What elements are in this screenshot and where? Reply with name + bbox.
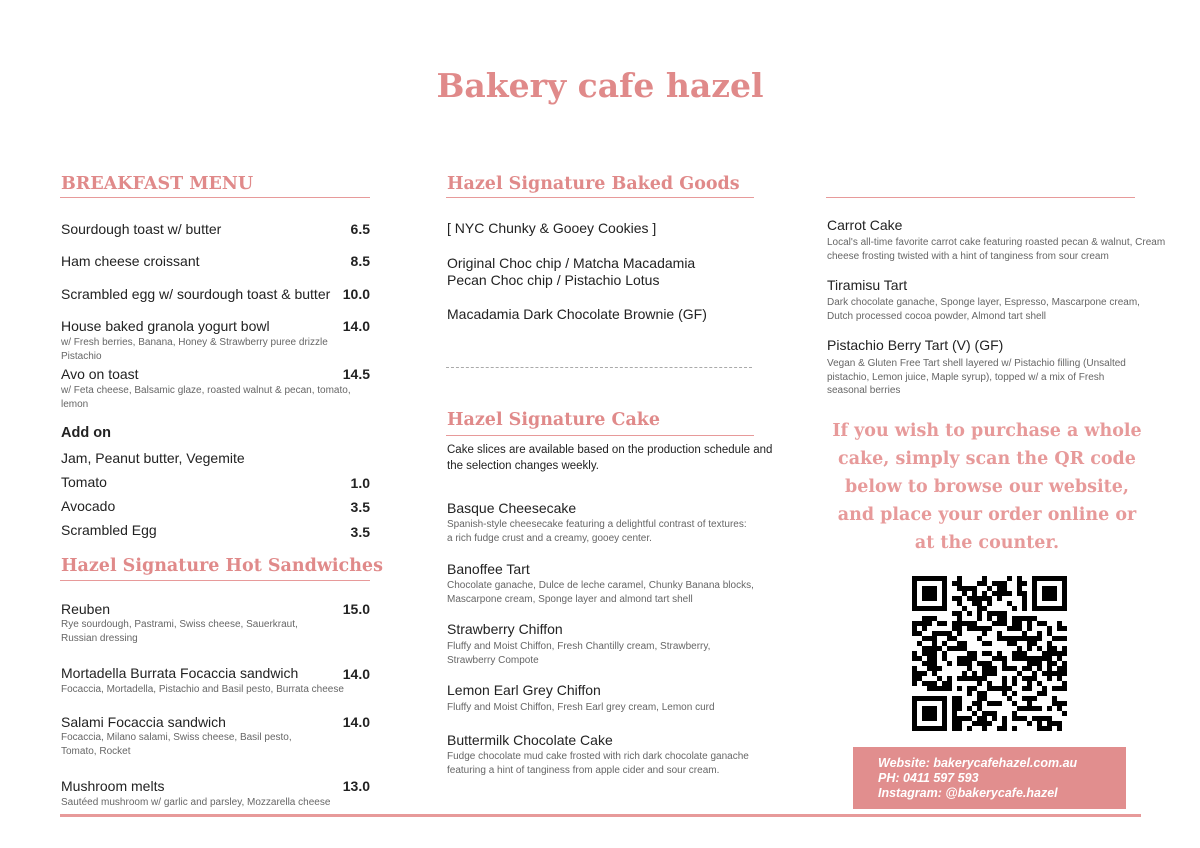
baked-rule bbox=[446, 197, 754, 198]
cake-item-desc: Fluffy and Moist Chiffon, Fresh Earl grey cream, Lemon curd bbox=[447, 702, 715, 713]
menu-item-name: Scrambled egg w/ sourdough toast & butter bbox=[61, 286, 331, 302]
addon-item-price: 3.5 bbox=[350, 499, 370, 515]
cake-item-name: Banoffee Tart bbox=[447, 561, 530, 577]
cake-item-name: Buttermilk Chocolate Cake bbox=[447, 732, 613, 748]
addon-item-name: Avocado bbox=[61, 498, 116, 514]
menu-item-desc: w/ Feta cheese, Balsamic glaze, roasted walnut & pecan, tomato, lemon bbox=[61, 385, 351, 410]
addon-heading: Add on bbox=[61, 425, 111, 441]
menu-item-name: Mortadella Burrata Focaccia sandwich bbox=[61, 665, 299, 681]
menu-item-name: Reuben bbox=[61, 601, 111, 617]
addon-item-name: Scrambled Egg bbox=[61, 522, 157, 538]
menu-item-desc: w/ Fresh berries, Banana, Honey & Strawberry puree drizzle Pistachio bbox=[61, 337, 328, 362]
cake-item-desc: Fudge chocolate mud cake frosted with rich dark chocolate ganache featuring a hint of tanginess from apple cider and sour cream. bbox=[447, 751, 749, 776]
menu-item-price: 14.0 bbox=[342, 714, 370, 730]
cake-heading: Hazel Signature Cake bbox=[447, 410, 661, 430]
menu-item-price: 13.0 bbox=[342, 778, 370, 794]
qr-code-graphic bbox=[912, 576, 1067, 731]
menu-item-price: 10.0 bbox=[342, 286, 370, 302]
cake-item-desc: Chocolate ganache, Dulce de leche caramel, Chunky Banana blocks, Mascarpone cream, Sponge layer and almond tart shell bbox=[447, 580, 754, 605]
cake-item-desc: Fluffy and Moist Chiffon, Fresh Chantilly cream, Strawberry, Strawberry Compote bbox=[447, 641, 711, 666]
menu-item-desc: Rye sourdough, Pastrami, Swiss cheese, Sauerkraut, Russian dressing bbox=[61, 619, 298, 644]
phone-number[interactable]: PH: 0411 597 593 bbox=[878, 771, 979, 785]
cake-note: Cake slices are available based on the production schedule and the selection changes weekly. bbox=[447, 444, 773, 472]
footer-rule bbox=[60, 814, 1141, 817]
breakfast-rule bbox=[60, 197, 370, 198]
menu-item-name: Mushroom melts bbox=[61, 778, 165, 794]
baked-heading: Hazel Signature Baked Goods bbox=[447, 174, 740, 194]
sandwiches-heading: Hazel Signature Hot Sandwiches bbox=[61, 556, 383, 576]
order-cta: If you wish to purchase a whole cake, simply scan the QR code below to browse our website, and place your order online or at the counter. bbox=[832, 421, 1142, 553]
menu-item-desc: Focaccia, Milano salami, Swiss cheese, Basil pesto, Tomato, Rocket bbox=[61, 732, 292, 757]
menu-item-name: House baked granola yogurt bowl bbox=[61, 318, 270, 334]
cake-item-name: Lemon Earl Grey Chiffon bbox=[447, 682, 601, 698]
menu-item-price: 15.0 bbox=[342, 601, 370, 617]
menu-item-desc: Sautéed mushroom w/ garlic and parsley, Mozzarella cheese bbox=[61, 797, 331, 808]
contact-box bbox=[853, 747, 1126, 809]
cake-item-desc: Spanish-style cheesecake featuring a delightful contrast of textures: a rich fudge crust and a creamy, gooey center. bbox=[447, 519, 747, 544]
menu-item-name: Avo on toast bbox=[61, 366, 139, 382]
page-title: Bakery cafe hazel bbox=[436, 66, 764, 105]
cake-item-desc: Vegan & Gluten Free Tart shell layered w/ Pistachio filling (Unsalted pistachio, Lemon juice, Maple syrup), topped w/ a mix of Fresh seasonal berries bbox=[827, 358, 1126, 396]
menu-item-price: 14.5 bbox=[342, 366, 370, 382]
cake-item-name: Carrot Cake bbox=[827, 217, 903, 233]
menu-item-price: 14.0 bbox=[342, 318, 370, 334]
cookie-flavours-line: Original Choc chip / Matcha Macadamia bbox=[447, 255, 696, 271]
website-link[interactable]: Website: bakerycafehazel.com.au bbox=[878, 756, 1078, 770]
cake-item-name: Pistachio Berry Tart (V) (GF) bbox=[827, 337, 1004, 353]
section-divider bbox=[446, 367, 752, 368]
menu-item-price: 8.5 bbox=[350, 253, 370, 269]
sandwiches-rule bbox=[60, 580, 370, 581]
addon-item-price: 1.0 bbox=[350, 475, 370, 491]
cookies-label: [ NYC Chunky & Gooey Cookies ] bbox=[447, 220, 657, 236]
cake-item-desc: Local's all-time favorite carrot cake featuring roasted pecan & walnut, Cream cheese frosting twisted with a hint of tanginess from sour cream bbox=[827, 237, 1166, 262]
menu-item-desc: Focaccia, Mortadella, Pistachio and Basil pesto, Burrata cheese bbox=[61, 684, 344, 695]
qr-code[interactable] bbox=[912, 576, 1067, 731]
cake-item-name: Basque Cheesecake bbox=[447, 500, 577, 516]
menu-item-name: Ham cheese croissant bbox=[61, 253, 200, 269]
cookie-flavours-line: Pecan Choc chip / Pistachio Lotus bbox=[447, 272, 660, 288]
menu-item-name: Sourdough toast w/ butter bbox=[61, 221, 222, 237]
breakfast-heading: BREAKFAST MENU bbox=[61, 174, 254, 194]
menu-item-name: Salami Focaccia sandwich bbox=[61, 714, 226, 730]
cake-item-name: Tiramisu Tart bbox=[827, 277, 908, 293]
instagram-handle[interactable]: Instagram: @bakerycafe.hazel bbox=[878, 786, 1058, 800]
cake-rule bbox=[446, 435, 754, 436]
brownie-item: Macadamia Dark Chocolate Brownie (GF) bbox=[447, 306, 707, 322]
addon-spreads: Jam, Peanut butter, Vegemite bbox=[61, 450, 245, 466]
addon-item-name: Tomato bbox=[61, 474, 107, 490]
column3-rule bbox=[826, 197, 1135, 198]
menu-item-price: 6.5 bbox=[350, 221, 370, 237]
cake-item-desc: Dark chocolate ganache, Sponge layer, Espresso, Mascarpone cream, Dutch processed cocoa powder, Almond tart shell bbox=[827, 297, 1140, 322]
addon-item-price: 3.5 bbox=[350, 524, 370, 540]
cake-item-name: Strawberry Chiffon bbox=[447, 621, 563, 637]
menu-item-price: 14.0 bbox=[342, 666, 370, 682]
